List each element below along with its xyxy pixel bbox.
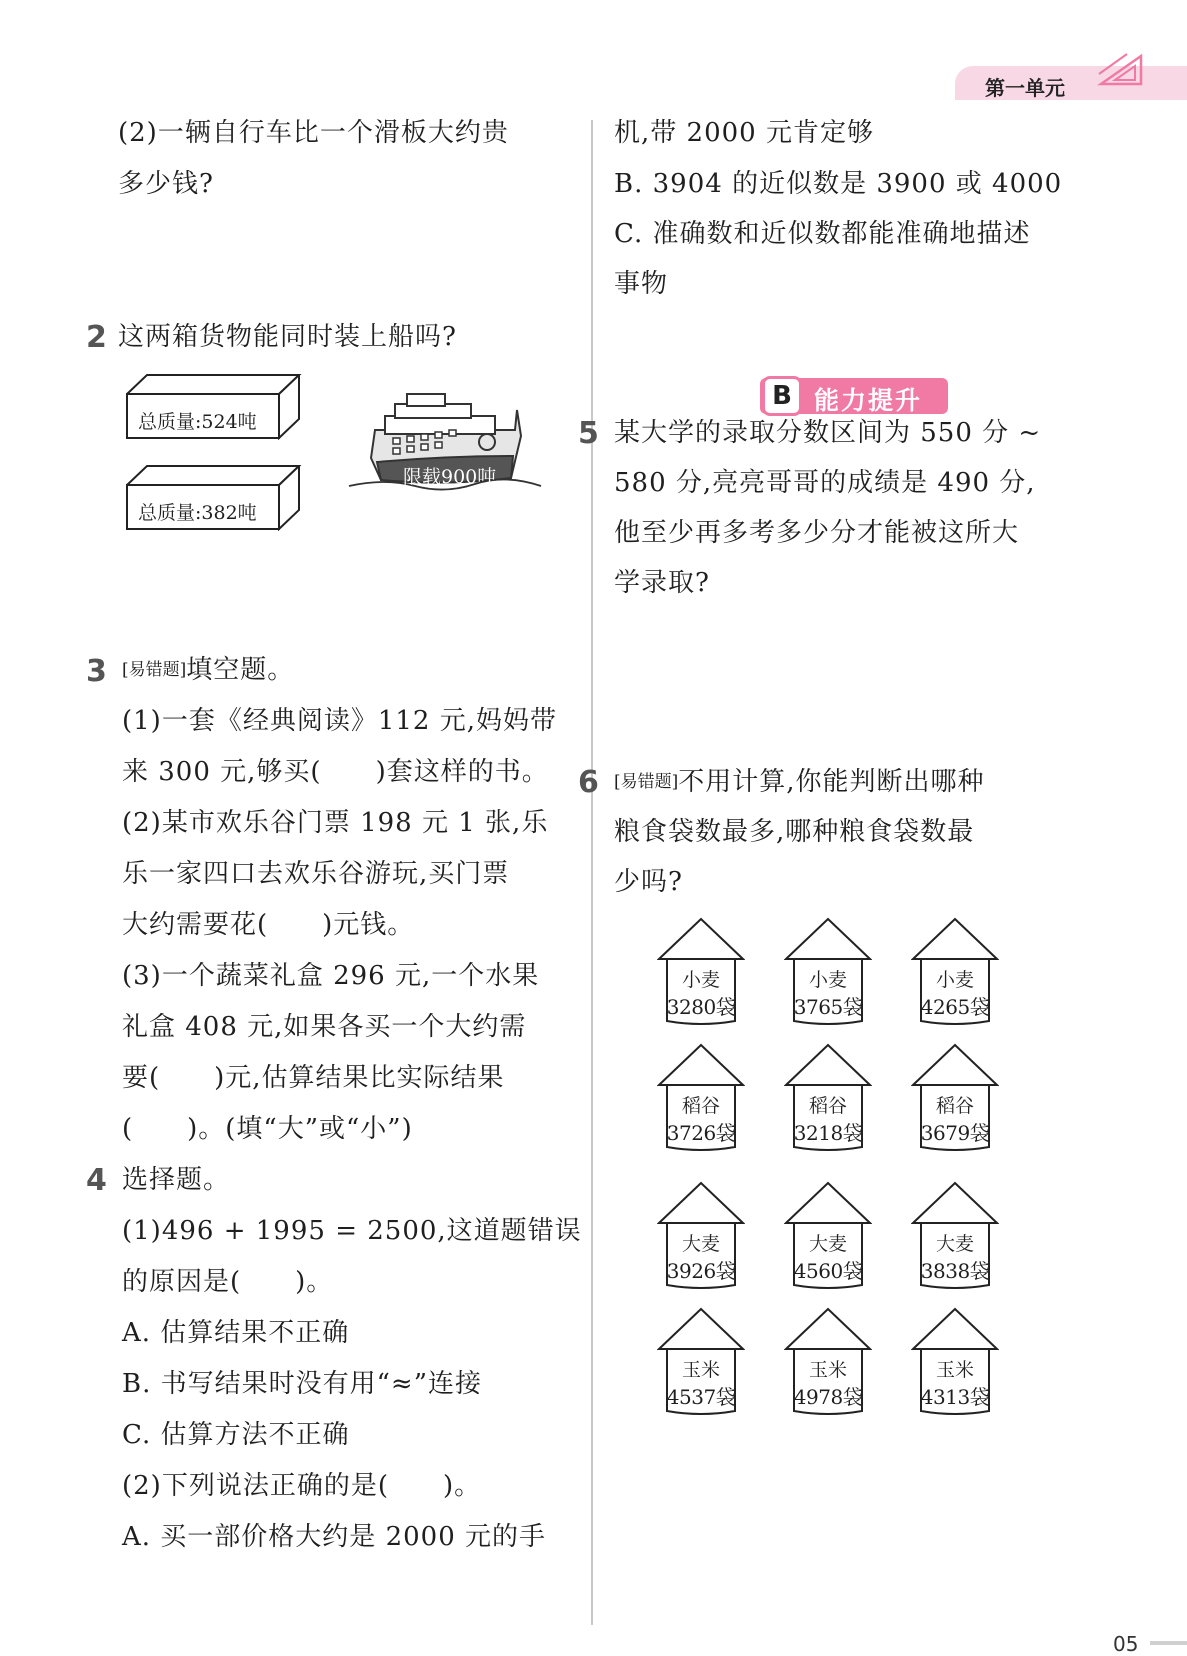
q3-line: 礼盒 408 元,如果各买一个大约需 [122, 1012, 527, 1042]
bag-count: 3765袋 [793, 995, 863, 1019]
section-title: 能力提升 [814, 386, 923, 415]
q1-part2-line: 多少钱? [118, 169, 214, 199]
q3-title: 填空题。 [186, 655, 295, 685]
q4-line: B. 书写结果时没有用“≈”连接 [122, 1369, 483, 1399]
bag-count: 4313袋 [920, 1385, 990, 1409]
grain-name: 大麦 [681, 1233, 720, 1255]
granary-house [784, 917, 872, 1029]
bag-count: 4560袋 [793, 1259, 863, 1283]
granary-house [657, 1307, 745, 1419]
q3-line: (2)某市欢乐谷门票 198 元 1 张,乐 [122, 808, 549, 838]
cargo-box-1-label: 总质量:524吨 [138, 411, 257, 433]
q3-line: 要( )元,估算结果比实际结果 [122, 1063, 505, 1093]
question-number: 4 [86, 1163, 107, 1198]
q4-line: A. 估算结果不正确 [122, 1318, 350, 1348]
section-letter: B [762, 376, 802, 416]
granary-house [657, 1043, 745, 1155]
q4-title: 选择题。 [122, 1165, 231, 1195]
granary-house [911, 1181, 999, 1293]
bag-count: 3726袋 [666, 1121, 736, 1145]
bag-count: 4265袋 [920, 995, 990, 1019]
q4-line: C. 估算方法不正确 [122, 1420, 350, 1450]
column-divider [591, 120, 593, 1625]
q3-line: 大约需要花( )元钱。 [122, 910, 415, 940]
grain-name: 稻谷 [681, 1095, 720, 1117]
q4-continued-line: C. 准确数和近似数都能准确地描述 [614, 219, 1031, 249]
q4-line: (1)496 + 1995 = 2500,这道题错误 [122, 1216, 582, 1246]
q4-line: 的原因是( )。 [122, 1267, 334, 1297]
grain-name: 大麦 [808, 1233, 847, 1255]
q6-line: 少吗? [614, 867, 683, 897]
q5-line: 580 分,亮亮哥哥的成绩是 490 分, [614, 468, 1036, 498]
grain-name: 稻谷 [935, 1095, 974, 1117]
q4-continued-line: 事物 [614, 269, 669, 299]
q3-line: (1)一套《经典阅读》112 元,妈妈带 [122, 706, 557, 736]
granary-house [784, 1307, 872, 1419]
bag-count: 4978袋 [793, 1385, 863, 1409]
grain-name: 大麦 [935, 1233, 974, 1255]
q3-line: 来 300 元,够买( )套这样的书。 [122, 757, 549, 787]
bag-count: 3838袋 [920, 1259, 990, 1283]
page-number: 05 [1113, 1632, 1139, 1656]
page-bar [1150, 1641, 1187, 1645]
bag-count: 3218袋 [793, 1121, 863, 1145]
granary-house [911, 1043, 999, 1155]
grain-name: 稻谷 [808, 1095, 847, 1117]
bag-count: 3926袋 [666, 1259, 736, 1283]
unit-label: 第一单元 [985, 76, 1065, 100]
q6-line: 不用计算,你能判断出哪种 [678, 767, 985, 797]
grain-name: 小麦 [681, 969, 720, 991]
error-prone-tag: [易错题] [122, 660, 187, 680]
question-number: 2 [86, 320, 107, 355]
cargo-box-2-label: 总质量:382吨 [138, 502, 257, 524]
q4-continued-line: 机,带 2000 元肯定够 [614, 118, 874, 148]
q4-line: (2)下列说法正确的是( )。 [122, 1471, 482, 1501]
q1-part2-line: (2)一辆自行车比一个滑板大约贵 [118, 118, 509, 148]
q4-line: A. 买一部价格大约是 2000 元的手 [122, 1522, 547, 1552]
q5-line: 学录取? [614, 568, 710, 598]
bag-count: 3280袋 [666, 995, 736, 1019]
grain-name: 小麦 [808, 969, 847, 991]
bag-count: 3679袋 [920, 1121, 990, 1145]
q2-text: 这两箱货物能同时装上船吗? [118, 322, 457, 352]
granary-house [784, 1043, 872, 1155]
grain-name: 玉米 [935, 1359, 974, 1381]
ship-capacity-label: 限载900吨 [403, 466, 497, 488]
q3-line: (3)一个蔬菜礼盒 296 元,一个水果 [122, 961, 540, 991]
bag-count: 4537袋 [666, 1385, 736, 1409]
q5-line: 某大学的录取分数区间为 550 分 ~ [614, 418, 1042, 448]
question-number: 3 [86, 654, 107, 689]
q3-line: 乐一家四口去欢乐谷游玩,买门票 [122, 859, 510, 889]
grain-name: 玉米 [808, 1359, 847, 1381]
question-number: 5 [578, 416, 599, 451]
q6-line: 粮食袋数最多,哪种粮食袋数最 [614, 817, 975, 847]
granary-house [911, 917, 999, 1029]
error-prone-tag: [易错题] [614, 772, 679, 792]
question-number: 6 [578, 765, 599, 800]
q4-continued-line: B. 3904 的近似数是 3900 或 4000 [614, 169, 1063, 199]
granary-house [657, 917, 745, 1029]
granary-house [911, 1307, 999, 1419]
q3-line: ( )。(填“大”或“小”) [122, 1114, 413, 1144]
q5-line: 他至少再多考多少分才能被这所大 [614, 518, 1020, 548]
ruler-triangle-icon [1097, 52, 1145, 88]
granary-house [784, 1181, 872, 1293]
grain-name: 小麦 [935, 969, 974, 991]
grain-name: 玉米 [681, 1359, 720, 1381]
granary-house [657, 1181, 745, 1293]
